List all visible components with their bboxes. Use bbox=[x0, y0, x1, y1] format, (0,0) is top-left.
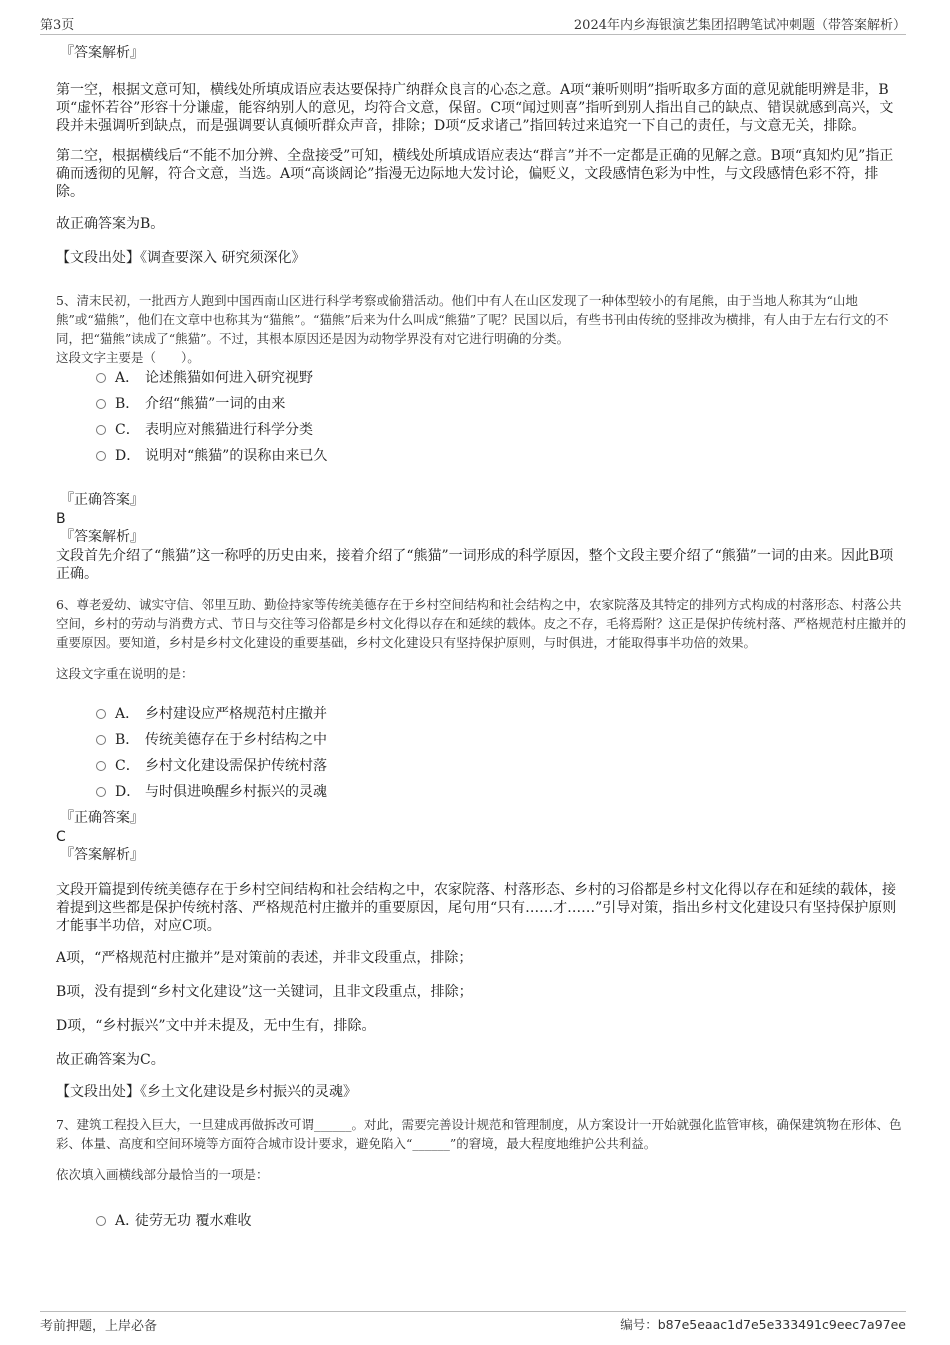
radio-button[interactable] bbox=[96, 425, 106, 435]
option-text: 论述熊猫如何进入研究视野 bbox=[145, 370, 313, 386]
option-text: 乡村建设应严格规范村庄撤并 bbox=[145, 706, 327, 722]
analysis-paragraph: 第一空，根据文意可知，横线处所填成语应表达要保持广纳群众良言的心态之意。A项“兼听则明”指听取多方面的意见就能明辨是非，B项“虚怀若谷”形容十分谦虚，能容纳别人的意见，均符合文意，保留。C项“闻过则喜”指听到别人指出自己的缺点、错误就感到高兴，文段并未强调听到缺点，而是强调要认真倾听群众声音，排除；D项“反求诸己”指回转过来追究一下自己的责任，与文意无关，排除。 bbox=[56, 82, 894, 134]
analysis-paragraph: 文段开篇提到传统美德存在于乡村空间结构和社会结构之中，农家院落、村落形态、乡村的习俗都是乡村文化得以存在和延续的载体，接着提到这些都是保护传统村落、严格规范村庄撤并的重要原因，尾句用“只有……才……”引导对策，指出乡村文化建设只有坚持保护原则才能事半功倍，对应C项。 bbox=[56, 882, 897, 934]
option-d[interactable] bbox=[56, 783, 906, 809]
radio-button[interactable] bbox=[96, 373, 106, 383]
correct-answer-label: 『正确答案』 bbox=[60, 810, 144, 826]
passage-source: 【文段出处】《乡土文化建设是乡村振兴的灵魂》 bbox=[56, 1084, 357, 1100]
option-letter: B． bbox=[115, 732, 140, 748]
option-c[interactable] bbox=[56, 421, 906, 447]
question-prompt: 这段文字重在说明的是： bbox=[56, 666, 194, 681]
question-prompt: 依次填入画横线部分最恰当的一项是： bbox=[56, 1167, 269, 1182]
option-text: 传统美德存在于乡村结构之中 bbox=[145, 732, 327, 748]
radio-button[interactable] bbox=[96, 399, 106, 409]
option-letter: C． bbox=[115, 758, 140, 774]
question-7 bbox=[56, 1115, 906, 1238]
analysis-label: 『答案解析』 bbox=[60, 847, 144, 863]
option-letter: B． bbox=[115, 396, 140, 412]
page-header bbox=[40, 12, 906, 35]
analysis-note: B项，没有提到“乡村文化建设”这一关键词，且非文段重点，排除； bbox=[56, 984, 473, 1000]
analysis-conclusion: 故正确答案为C。 bbox=[56, 1052, 165, 1068]
footer-slogan: 考前押题，上岸必备 bbox=[40, 1319, 158, 1334]
passage-source: 【文段出处】《调查要深入 研究须深化》 bbox=[56, 250, 306, 266]
option-text: 介绍“熊猫”一词的由来 bbox=[145, 396, 286, 412]
option-text: 乡村文化建设需保护传统村落 bbox=[145, 758, 327, 774]
analysis-paragraph: 第二空，根据横线后“不能不加分辨、全盘接受”可知，横线处所填成语应表达“群言”并不一定都是正确的见解之意。B项“真知灼见”指正确而透彻的见解，符合文意，当选。A项“高谈阔论”指漫无边际地大发讨论，偏贬义，文段感情色彩为中性，与文段感情色彩不符，排除。 bbox=[56, 148, 894, 200]
option-text: 与时俱进唤醒乡村振兴的灵魂 bbox=[145, 784, 327, 800]
question-stem: 6、尊老爱幼、诚实守信、邻里互助、勤俭持家等传统美德存在于乡村空间结构和社会结构之中，农家院落及其特定的排列方式构成的村落形态、村落公共空间，乡村的劳动与消费方式、节日与交往等习俗都是乡村文化得以存在和延续的载体。皮之不存，毛将焉附？这正是保护传统村落、严格规范村庄撤并的重要原因。要知道，乡村是乡村文化建设的重要基础，乡村文化建设只有坚持保护原则，与时俱进，才能取得事半功倍的效果。 bbox=[56, 597, 907, 650]
radio-button[interactable] bbox=[96, 761, 106, 771]
correct-answer: C bbox=[56, 829, 66, 845]
option-text: 说明对“熊猫”的误称由来已久 bbox=[145, 448, 328, 464]
option-letter: D． bbox=[115, 784, 141, 800]
question-prompt: 这段文字主要是（ ）。 bbox=[56, 350, 200, 365]
question-stem: 7、建筑工程投入巨大，一旦建成再做拆改可谓______。对此，需要完善设计规范和管理制度，从方案设计一开始就强化监管审核，确保建筑物在形体、色彩、体量、高度和空间环境等方面符合城市设计要求，避免陷入“______”的窘境，最大程度地维护公共利益。 bbox=[56, 1117, 902, 1151]
radio-button[interactable] bbox=[96, 709, 106, 719]
option-letter: C． bbox=[115, 422, 140, 438]
analysis-conclusion: 故正确答案为B。 bbox=[56, 216, 165, 232]
analysis-label: 『答案解析』 bbox=[60, 529, 144, 545]
option-b[interactable] bbox=[56, 731, 906, 757]
radio-button[interactable] bbox=[96, 787, 106, 797]
option-letter: D． bbox=[115, 448, 141, 464]
option-a[interactable] bbox=[56, 705, 906, 731]
option-letter: A． bbox=[115, 1213, 140, 1229]
question-stem: 5、清末民初，一批西方人跑到中国西南山区进行科学考察或偷猎活动。他们中有人在山区发现了一种体型较小的有尾熊，由于当地人称其为“山地熊”或“猫熊”，他们在文章中也称其为“猫熊”。“猫熊”后来为什么叫成“熊猫”了呢？民国以后，有些书刊由传统的竖排改为横排，有人由于左右行文的不同，把“猫熊”读成了“熊猫”。不过，其根本原因还是因为动物学界没有对它进行明确的分类。 bbox=[56, 293, 889, 346]
page-number: 第3页 bbox=[40, 18, 75, 33]
document-code: 编号：b87e5eaac1d7e5e333491c9eec7a97ee bbox=[620, 1317, 906, 1332]
option-d[interactable] bbox=[56, 447, 906, 473]
radio-button[interactable] bbox=[96, 735, 106, 745]
analysis-label: 『答案解析』 bbox=[60, 45, 144, 61]
option-a[interactable] bbox=[56, 369, 906, 395]
option-text: 表明应对熊猫进行科学分类 bbox=[145, 422, 313, 438]
page-footer bbox=[40, 1311, 906, 1334]
question-4-analysis bbox=[56, 44, 906, 267]
analysis-note: A项，“严格规范村庄撤并”是对策前的表述，并非文段重点，排除； bbox=[56, 950, 473, 966]
option-letter: A． bbox=[115, 370, 140, 386]
document-title: 2024年内乡海银演艺集团招聘笔试冲刺题（带答案解析） bbox=[573, 18, 906, 33]
option-text: 徒劳无功 覆水难收 bbox=[135, 1213, 252, 1229]
document-body bbox=[56, 44, 906, 1238]
correct-answer-label: 『正确答案』 bbox=[60, 492, 144, 508]
question-6 bbox=[56, 595, 906, 1101]
option-a[interactable] bbox=[56, 1212, 906, 1238]
radio-button[interactable] bbox=[96, 451, 106, 461]
option-c[interactable] bbox=[56, 757, 906, 783]
option-letter: A． bbox=[115, 706, 140, 722]
option-b[interactable] bbox=[56, 395, 906, 421]
analysis-paragraph: 文段首先介绍了“熊猫”这一称呼的历史由来，接着介绍了“熊猫”一词形成的科学原因，整个文段主要介绍了“熊猫”一词的由来。因此B项正确。 bbox=[56, 548, 894, 582]
radio-button[interactable] bbox=[96, 1216, 106, 1226]
analysis-note: D项，“乡村振兴”文中并未提及，无中生有，排除。 bbox=[56, 1018, 376, 1034]
question-5 bbox=[56, 291, 906, 583]
correct-answer: B bbox=[56, 511, 66, 527]
